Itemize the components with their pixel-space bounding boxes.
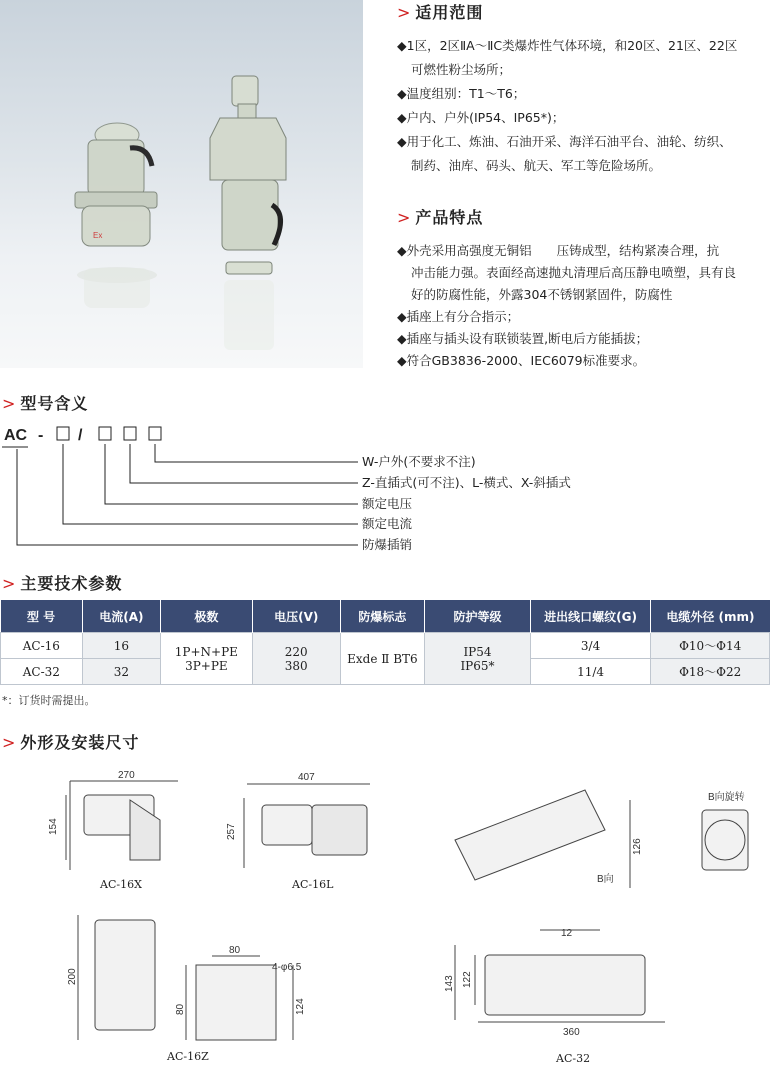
- list-item: 冲击能力强。表面经高速抛丸清理后高压静电喷塑，具有良: [411, 265, 737, 280]
- dim-ac16x-height: 154: [48, 818, 59, 835]
- cell-protection: IP54 IP65*: [425, 633, 531, 685]
- applicability-list: [397, 34, 767, 178]
- list-item: ◆1区，2区ⅡA～ⅡC类爆炸性气体环境，和20区、21区、22区: [397, 38, 738, 53]
- cell-model: AC-32: [1, 659, 83, 685]
- column-header: 电缆外径 (mm): [651, 600, 770, 633]
- dim-ac16l-width: 407: [298, 772, 315, 783]
- model-prefix: AC: [4, 427, 28, 444]
- svg-text:Ex: Ex: [93, 231, 103, 240]
- column-header: 进出线口螺纹(G): [530, 600, 651, 633]
- spec-note: *：订货时需提出。: [2, 694, 96, 707]
- dimension-drawings: [0, 760, 770, 1065]
- model-key-5: 防爆插销: [362, 537, 413, 552]
- list-item: ◆插座上有分合指示；: [397, 309, 520, 324]
- column-header: 电流(A): [82, 600, 160, 633]
- spec-table: [0, 600, 770, 685]
- list-item: ◆插座与插头设有联锁装置,断电后方能插拔；: [397, 331, 649, 346]
- placeholder-box: [149, 427, 161, 440]
- column-header: 防护等级: [425, 600, 531, 633]
- cell-model: AC-16: [1, 633, 83, 659]
- arrow-icon: >: [397, 3, 412, 22]
- applicability-title: > 适用范围: [397, 3, 484, 22]
- model-slash: /: [78, 427, 83, 444]
- cell-current: 32: [82, 659, 160, 685]
- dim-ac16x-width: 270: [118, 770, 135, 781]
- model-key-1: W-户外(不要求不注): [362, 454, 476, 469]
- dim-ac32-h1: 143: [444, 975, 455, 992]
- dim-ac16z-b1: 80: [229, 945, 241, 956]
- cell-cable: Φ18～Φ22: [651, 659, 770, 685]
- dimensions-title: > 外形及安装尺寸: [2, 733, 140, 752]
- list-item: ◆外壳采用高强度无铜铝 压铸成型，结构紧凑合理，抗: [397, 243, 720, 258]
- cell-current: 16: [82, 633, 160, 659]
- specs-title: > 主要技术参数: [2, 574, 123, 593]
- model-key-4: 额定电流: [362, 516, 413, 531]
- column-header: 防爆标志: [340, 600, 424, 633]
- cell-cable: Φ10～Φ14: [651, 633, 770, 659]
- label-b-direction: B向: [597, 874, 614, 885]
- model-dash: -: [38, 427, 44, 444]
- placeholder-box: [57, 427, 69, 440]
- dim-ac16z-b2: 80: [175, 1003, 186, 1015]
- arrow-icon: >: [2, 394, 17, 413]
- model-title: > 型号含义: [2, 394, 89, 413]
- caption-ac16z: AC-16Z: [167, 1050, 209, 1063]
- list-item: 制药、油库、码头、航天、军工等危险场所。: [411, 158, 662, 173]
- cell-thread: 3/4: [530, 633, 651, 659]
- list-item: ◆符合GB3836-2000、IEC6079标准要求。: [397, 353, 646, 368]
- cell-poles: 1P+N+PE 3P+PE: [161, 633, 253, 685]
- dim-ac16z-holes: 4-φ6.5: [272, 962, 302, 973]
- cell-voltage: 220 380: [252, 633, 340, 685]
- features-title: > 产品特点: [397, 208, 484, 227]
- cell-thread: 11/4: [530, 659, 651, 685]
- arrow-icon: >: [2, 574, 17, 593]
- list-item: ◆温度组别：T1～T6；: [397, 86, 526, 101]
- caption-ac16l: AC-16L: [292, 878, 334, 891]
- list-item: ◆户内、户外(IP54、IP65*)；: [397, 110, 565, 125]
- dim-ac16z-height: 200: [67, 968, 78, 985]
- dim-ac16l-height: 257: [226, 823, 237, 840]
- cell-exmark: Exde Ⅱ BT6: [340, 633, 424, 685]
- table-header-row: [1, 600, 770, 633]
- column-header: 极数: [161, 600, 253, 633]
- list-item: 可燃性粉尘场所；: [411, 62, 512, 77]
- dim-ac32-top: 12: [561, 928, 573, 939]
- model-code-diagram: [2, 424, 602, 564]
- column-header: 电压(V): [252, 600, 340, 633]
- column-header: 型 号: [1, 600, 83, 633]
- model-key-3: 额定电压: [362, 496, 413, 511]
- model-key-2: Z-直插式(可不注)、L-横式、X-斜插式: [362, 475, 571, 490]
- product-illustration: [0, 0, 363, 368]
- caption-ac16x: AC-16X: [100, 878, 142, 891]
- placeholder-box: [99, 427, 111, 440]
- features-list: [397, 240, 767, 372]
- caption-ac32: AC-32: [556, 1052, 591, 1065]
- arrow-icon: >: [397, 208, 412, 227]
- placeholder-box: [124, 427, 136, 440]
- arrow-icon: >: [2, 733, 17, 752]
- list-item: 好的防腐性能，外露304不锈钢紧固件，防腐性: [411, 287, 673, 302]
- list-item: ◆用于化工、炼油、石油开采、海洋石油平台、油轮、纺织、: [397, 134, 732, 149]
- product-photo: [0, 0, 363, 368]
- label-b-rotation: B向旋转: [708, 792, 745, 803]
- dim-ac32-h2: 122: [462, 971, 473, 988]
- table-row: [1, 633, 770, 659]
- dim-ac32side-height: 126: [632, 838, 643, 855]
- dim-ac32-width: 360: [563, 1027, 580, 1038]
- dim-ac16z-b3: 124: [295, 998, 306, 1015]
